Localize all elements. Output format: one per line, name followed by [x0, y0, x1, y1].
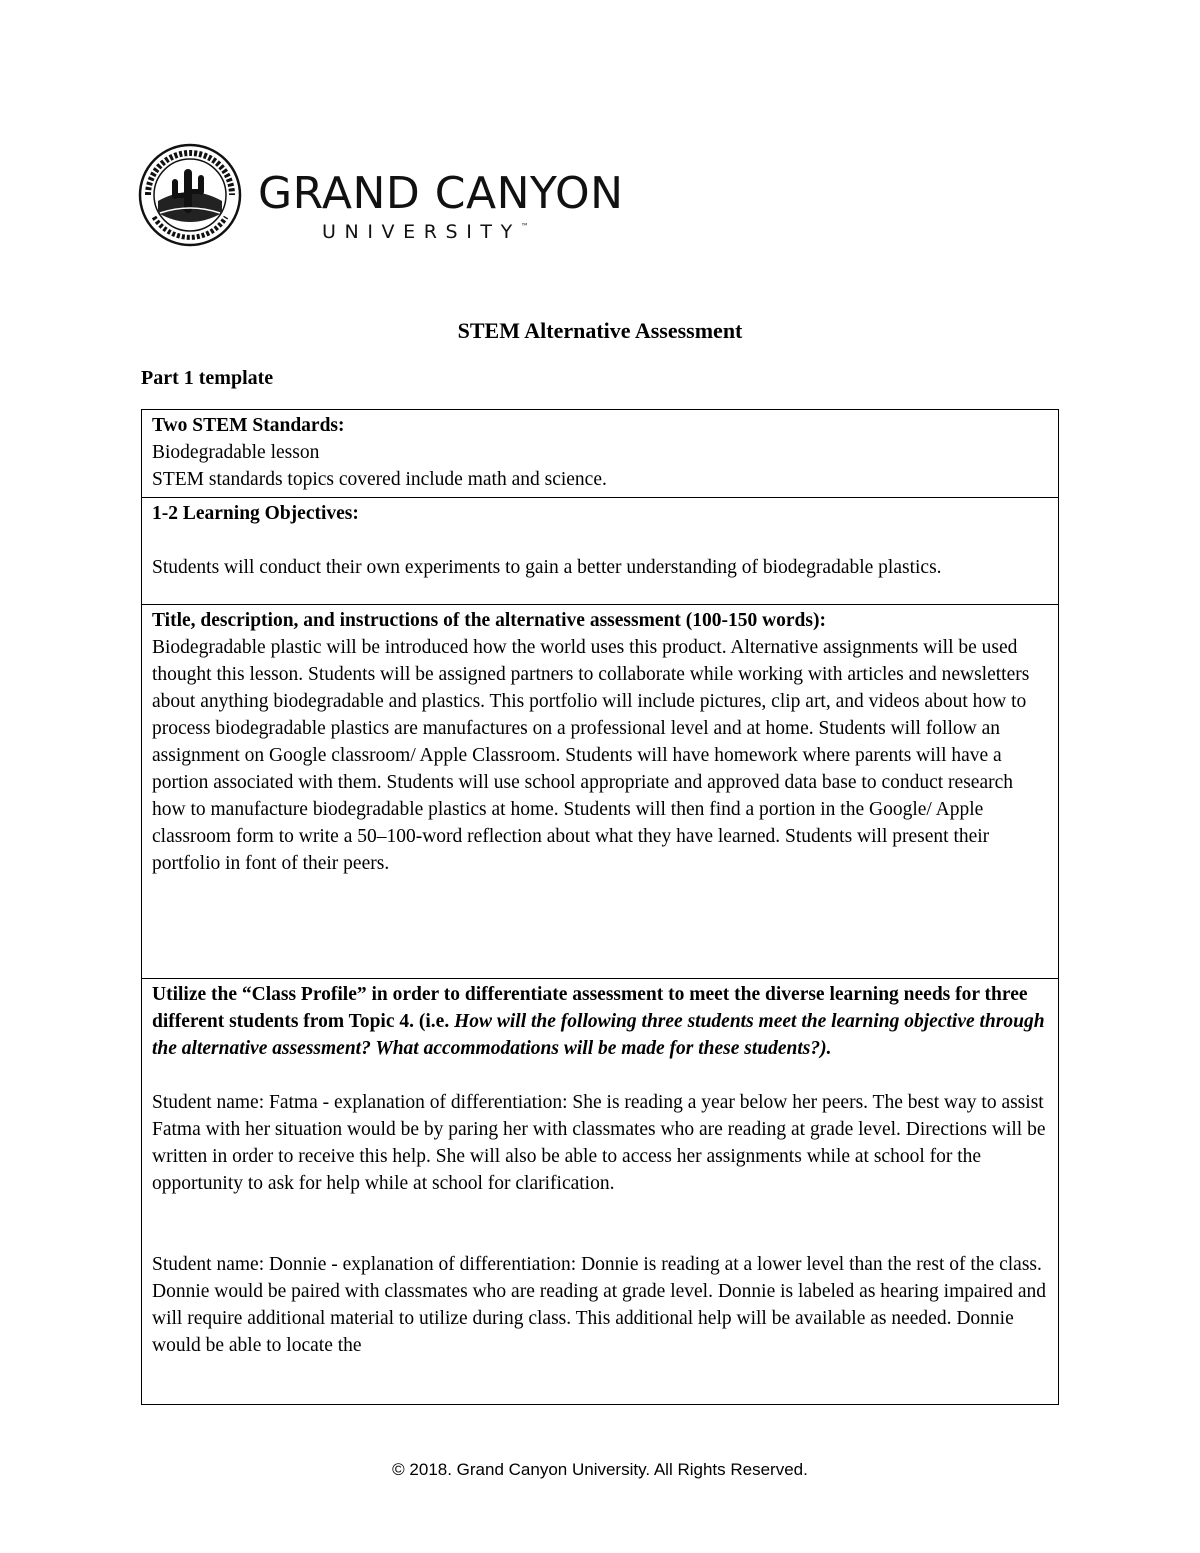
table-row — [142, 410, 1059, 498]
objectives-heading: 1-2 Learning Objectives: — [152, 503, 359, 524]
objectives-text: Students will conduct their own experiments to gain a better understanding of biodegradable plastics. — [152, 557, 942, 578]
assessment-cell — [142, 605, 1059, 979]
gcu-logo — [138, 143, 624, 248]
brand-name: GRAND CANYON — [258, 168, 624, 219]
student-fatma-text: Student name: Fatma - explanation of differentiation: She is reading a year below her peers. The best way to assist Fatma with her situation would be by paring her with classmates who are reading at grade level. Directions will be written in order to receive this help. She will also be able to access her assignments while at school for the opportunity to ask for help while at school for clarification. — [152, 1092, 1046, 1194]
differentiation-heading — [152, 981, 1048, 1062]
spacer — [152, 527, 1048, 554]
brand-subtitle — [322, 223, 529, 242]
differentiation-cell — [142, 979, 1059, 1405]
brand-sub-text: UNIVERSITY — [322, 221, 521, 243]
differentiation-content — [152, 981, 1048, 1395]
spacer — [152, 1062, 1048, 1089]
trademark-mark: ™ — [520, 222, 529, 231]
table-row — [142, 605, 1059, 979]
standards-heading: Two STEM Standards: — [152, 415, 345, 436]
assessment-template-table — [141, 409, 1059, 1405]
assessment-heading: Title, description, and instructions of the alternative assessment (100-150 words): — [152, 610, 826, 631]
standards-cell — [142, 410, 1059, 498]
assessment-text: Biodegradable plastic will be introduced how the world uses this product. Alternative assignments will be used thought this lesson. Students will be assigned partners to collaborate while working with articles and newsletters about anything biodegradable and plastics. This portfolio will include pictures, clip art, and videos about how to process biodegradable plastics are manufactures on a professional level and at home. Students will follow an assignment on Google classroom/ Apple Classroom. Students will have homework where parents will have a portion associated with them. Students will use school appropriate and approved data base to conduct research how to manufacture biodegradable plastics at home. Students will then find a portion in the Google/ Apple classroom form to write a 50–100-word reflection about what they have learned. Students will present their portfolio in font of their peers. — [152, 637, 1030, 874]
standards-line: STEM standards topics covered include math and science. — [152, 469, 607, 490]
differentiation-heading-bold: Utilize the “Class Profile” in order to differentiate assessment to meet the diverse learning needs for three different students from Topic 4. (i.e. — [152, 984, 1028, 1032]
standards-line: Biodegradable lesson — [152, 442, 320, 463]
table-row — [142, 498, 1059, 605]
differentiation-heading-italic: How will the following three students meet the learning objective through the alternative assessment? What accommodations will be made for these students?). — [152, 1011, 1045, 1059]
student-donnie-text: Student name: Donnie - explanation of differentiation: Donnie is reading at a lower level than the rest of the class. Donnie would be paired with classmates who are reading at grade level. Donnie is labeled as hearing impaired and will require additional material to utilize during class. This additional help will be available as needed. Donnie would be able to locate the — [152, 1254, 1046, 1356]
table-row — [142, 979, 1059, 1405]
spacer — [152, 1197, 1048, 1251]
university-seal-icon — [138, 143, 250, 248]
document-title: STEM Alternative Assessment — [457, 318, 743, 343]
part-heading: Part 1 template — [141, 367, 274, 389]
objectives-cell — [142, 498, 1059, 605]
copyright-footer: © 2018. Grand Canyon University. All Rights Reserved. — [392, 1460, 808, 1479]
